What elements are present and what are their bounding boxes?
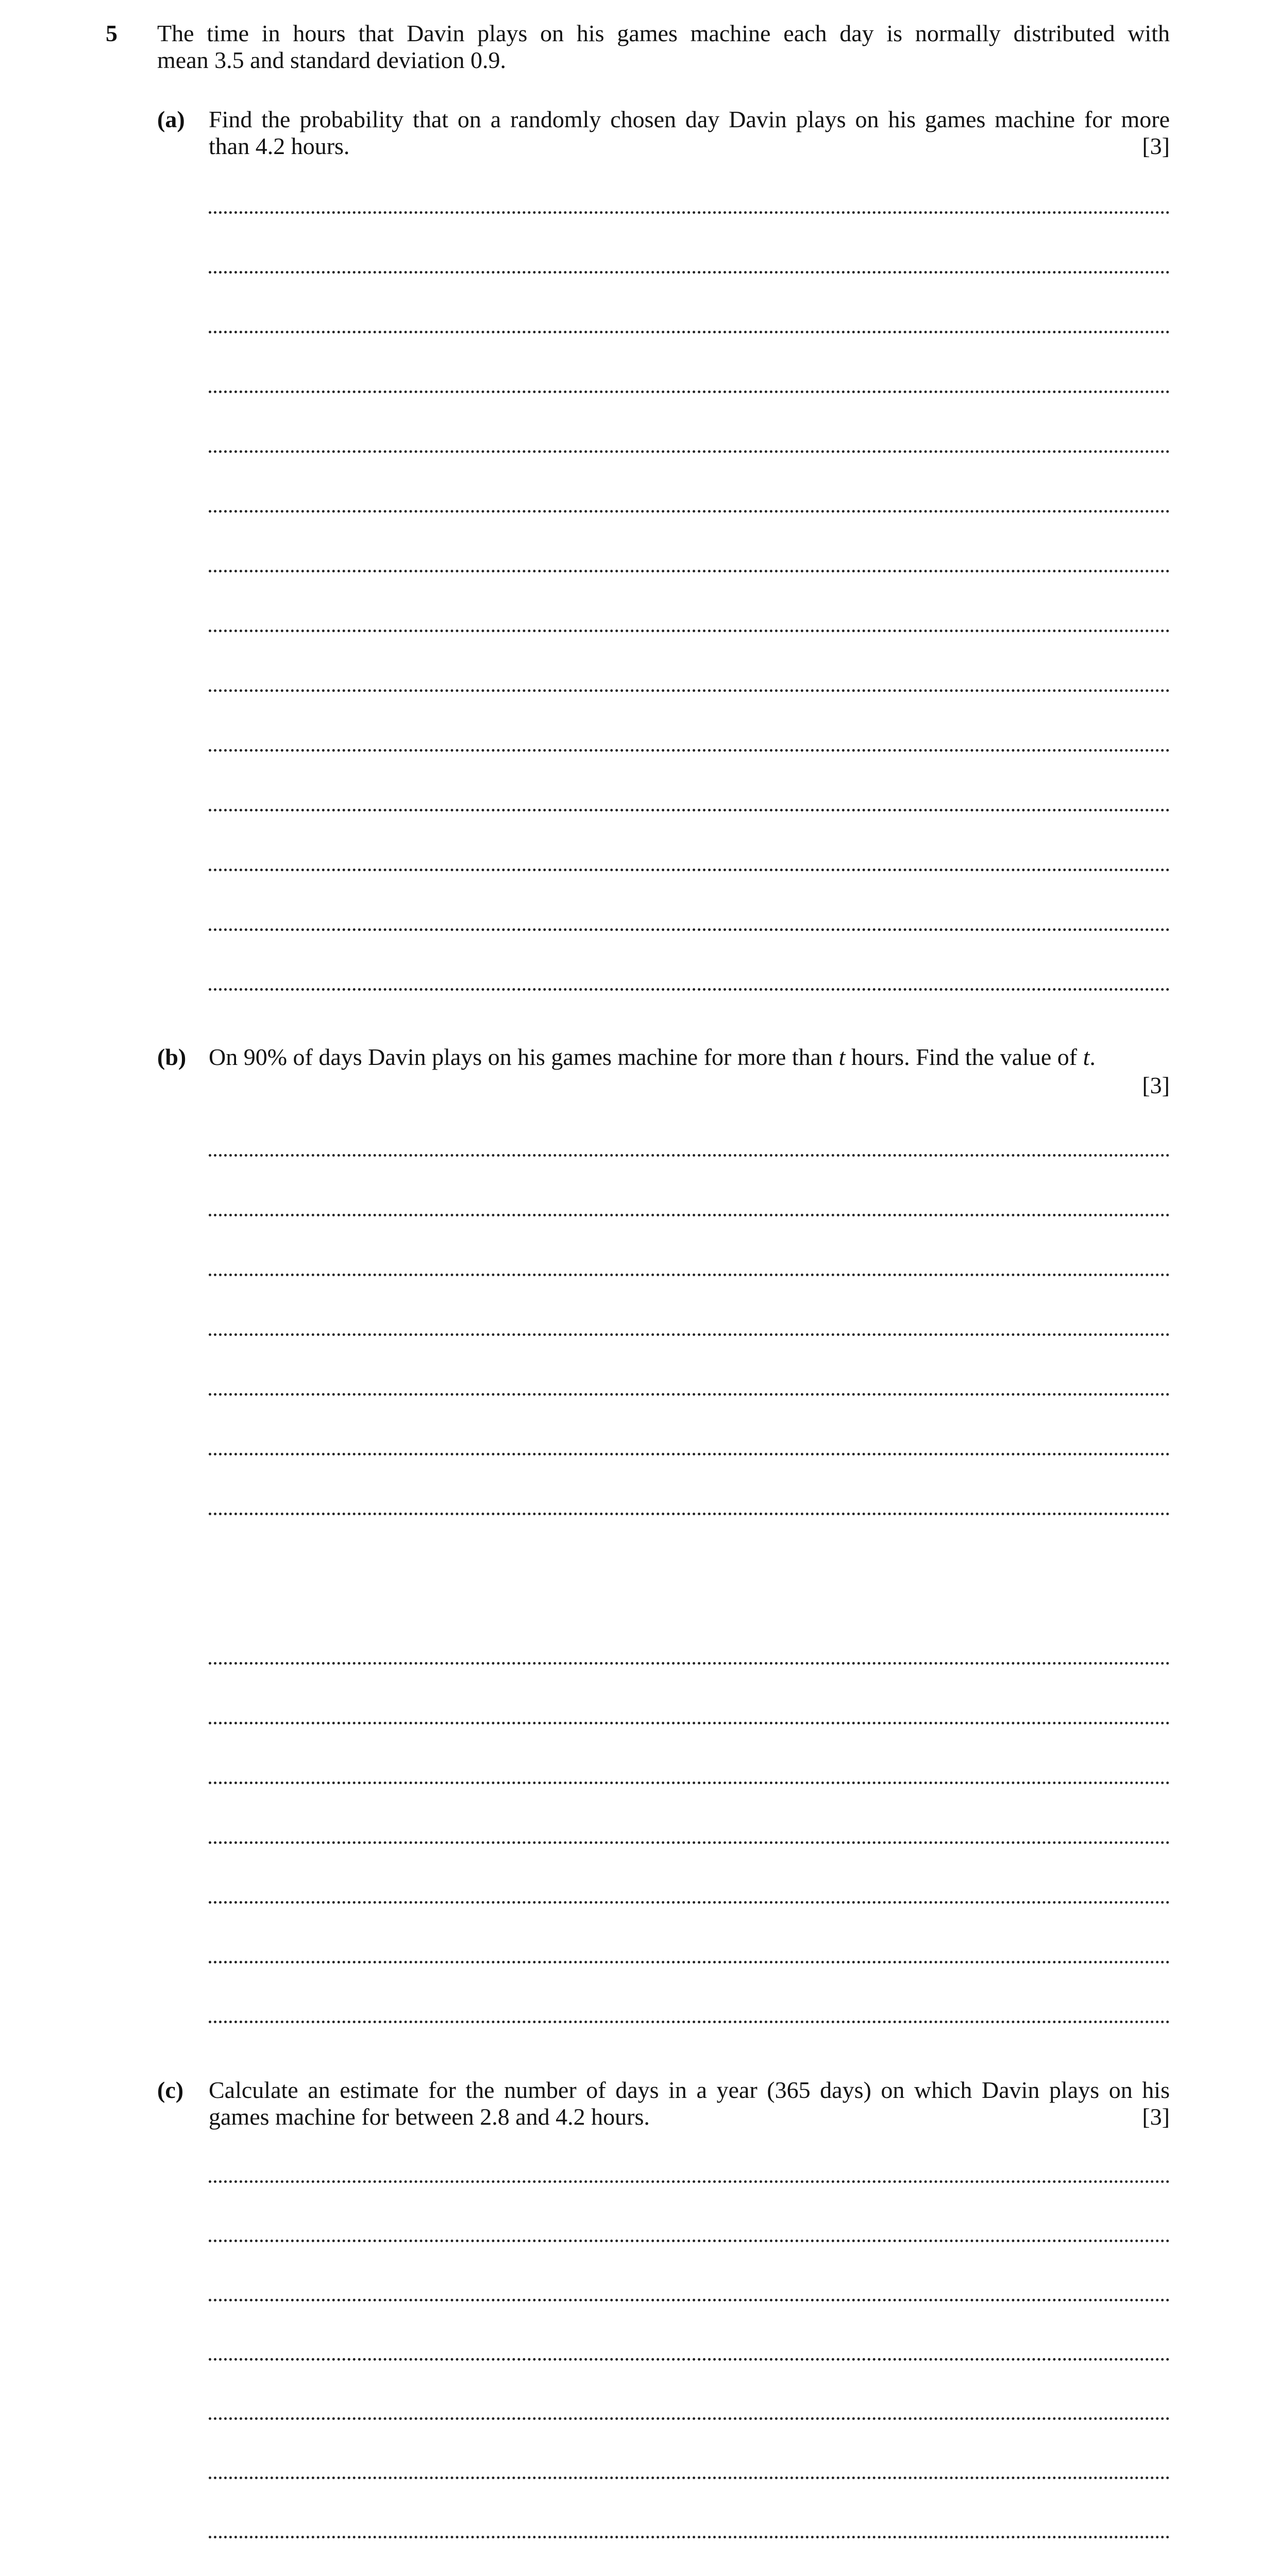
answer-line[interactable] <box>209 1154 1170 1157</box>
part-b-text-prefix: On 90% of days Davin plays on his games machine for more than <box>209 1044 839 1070</box>
answer-line[interactable] <box>209 1722 1170 1724</box>
answer-line[interactable] <box>209 1393 1170 1396</box>
variable-t: t <box>1083 1044 1090 1070</box>
answer-line[interactable] <box>209 2180 1170 2183</box>
answer-line[interactable] <box>209 630 1170 632</box>
part-c-marks: [3] <box>1142 2104 1170 2130</box>
part-b-marks: [3] <box>1142 1072 1170 1098</box>
answer-line[interactable] <box>209 1662 1170 1665</box>
part-b-text <box>209 1043 1096 1071</box>
answer-line[interactable] <box>209 2417 1170 2420</box>
answer-line[interactable] <box>209 809 1170 811</box>
part-a-marks: [3] <box>1142 133 1170 159</box>
answer-line[interactable] <box>209 1961 1170 1963</box>
answer-line[interactable] <box>209 928 1170 931</box>
part-b-text-end: . <box>1089 1044 1096 1070</box>
answer-line[interactable] <box>209 2536 1170 2538</box>
answer-line[interactable] <box>209 331 1170 333</box>
answer-line[interactable] <box>209 1214 1170 1216</box>
answer-line[interactable] <box>209 510 1170 513</box>
answer-line[interactable] <box>209 689 1170 692</box>
answer-line[interactable] <box>209 1513 1170 1515</box>
answer-line[interactable] <box>209 1901 1170 1904</box>
answer-line[interactable] <box>209 271 1170 274</box>
part-b-text-middle: hours. Find the value of <box>845 1044 1083 1070</box>
answer-line[interactable] <box>209 2240 1170 2242</box>
question-stem-line-2: mean 3.5 and standard deviation 0.9. <box>157 47 507 73</box>
answer-line[interactable] <box>209 869 1170 871</box>
part-c-label: (c) <box>157 2077 184 2103</box>
part-a-text-line-2: than 4.2 hours. <box>209 133 350 159</box>
answer-line[interactable] <box>209 1782 1170 1784</box>
answer-line[interactable] <box>209 1333 1170 1336</box>
answer-line[interactable] <box>209 2358 1170 2361</box>
answer-line[interactable] <box>209 1453 1170 1455</box>
answer-line[interactable] <box>209 570 1170 572</box>
part-a-label: (a) <box>157 106 185 132</box>
part-a-text-line-1: Find the probability that on a randomly chosen day Davin plays on his games machine for more <box>209 106 1170 132</box>
answer-line[interactable] <box>209 391 1170 393</box>
answer-line[interactable] <box>209 749 1170 752</box>
answer-line[interactable] <box>209 1841 1170 1844</box>
part-c-text-line-1: Calculate an estimate for the number of days in a year (365 days) on which Davin plays on his <box>209 2077 1170 2103</box>
variable-t: t <box>838 1044 846 1070</box>
answer-line[interactable] <box>209 2477 1170 2479</box>
question-stem-line-1: The time in hours that Davin plays on his games machine each day is normally distributed with <box>157 20 1170 46</box>
part-b-label: (b) <box>157 1044 187 1070</box>
answer-line[interactable] <box>209 2021 1170 2023</box>
question-number: 5 <box>106 20 117 46</box>
answer-line[interactable] <box>209 2299 1170 2301</box>
answer-line[interactable] <box>209 211 1170 214</box>
part-c-text-line-2: games machine for between 2.8 and 4.2 hours. <box>209 2104 650 2130</box>
answer-line[interactable] <box>209 988 1170 991</box>
answer-line[interactable] <box>209 450 1170 453</box>
answer-line[interactable] <box>209 1274 1170 1276</box>
